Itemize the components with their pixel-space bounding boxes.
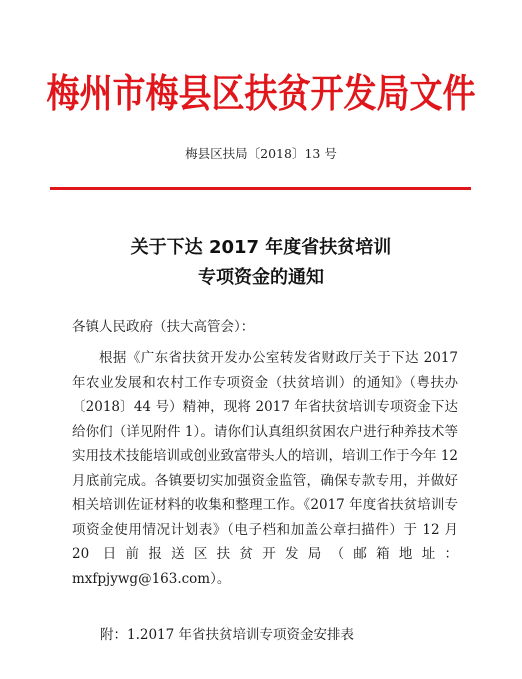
attachment-line: 附：1.2017 年省扶贫培训专项资金安排表 xyxy=(100,627,355,643)
issuer-header-title: 梅州市梅县区扶贫开发局文件 xyxy=(46,70,476,117)
salutation: 各镇人民政府（扶大高管会）： xyxy=(72,319,255,335)
red-header-rule xyxy=(50,187,471,190)
notice-title-line-2: 专项资金的通知 xyxy=(198,267,324,288)
notice-title-line-1: 关于下达 2017 年度省扶贫培训 xyxy=(130,237,392,258)
document-number: 梅县区扶局〔2018〕13 号 xyxy=(185,146,337,161)
body-paragraph: 根据《广东省扶贫开发办公室转发省财政厅关于下达 2017 年农业发展和农村工作专项资金（扶贫培训）的通知》（粤扶办〔2018〕44 号）精神，现将 2017 年省扶贫培训专项资金下达给你们（详见附件 1）。请你们认真组织贫困农户进行种养技术等实用技术技能培训或创业致富带头人的培训，培训工作于今年 12 月底前完成。各镇要切实加强资金监管，确保专款专用，并做好相关培训佐证材料的收集和整理工作。《2017 年度省扶贫培训专项资金使用情况计划表》（电子档和加盖公章扫描件）于 12 月 20 日前报送区扶贫开发局（邮箱地址：mxfpjywg@163.com）。 xyxy=(72,350,458,587)
